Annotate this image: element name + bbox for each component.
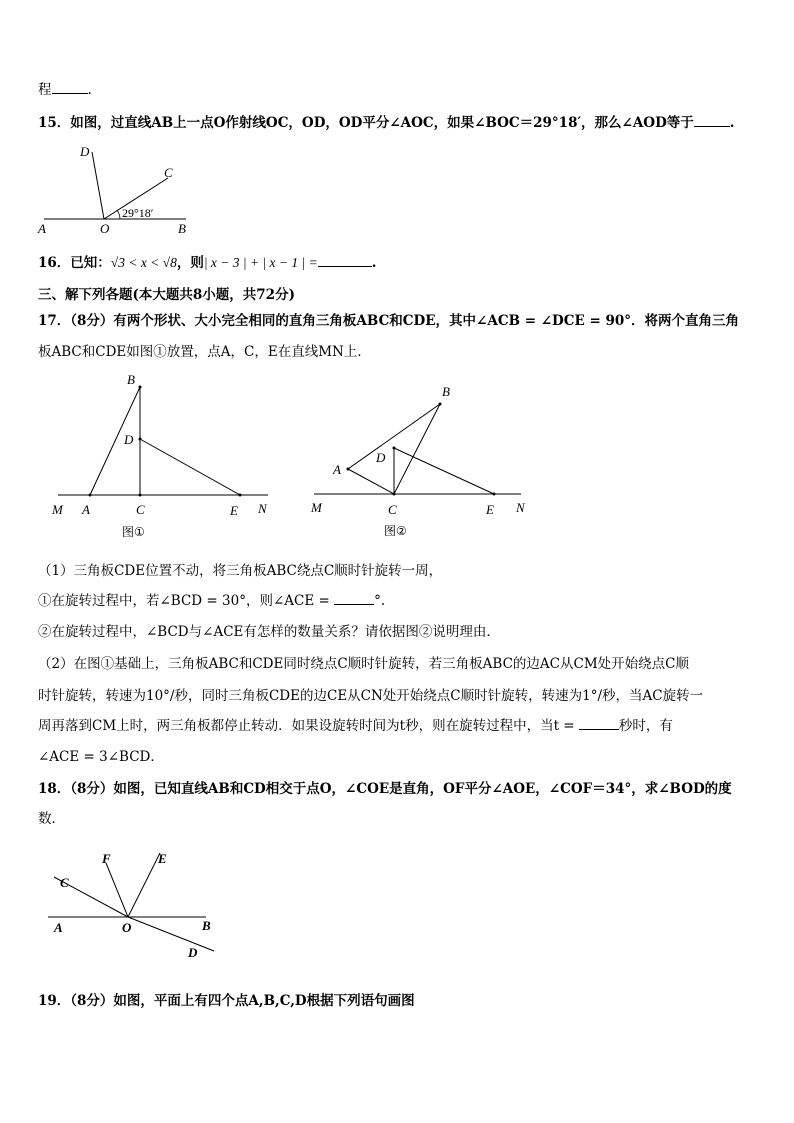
label-c: C: [136, 502, 145, 517]
question-17-part2-line4: ∠ACE = 3∠BCD．: [38, 749, 164, 765]
label-b: B: [442, 384, 450, 399]
label-c: C: [60, 875, 69, 890]
question-17-part2-line2: 时针旋转，转速为10°/秒，同时三角板CDE的边CE从CN处开始绕点C顺时针旋转，转速为1°/秒，当AC旋转一: [38, 688, 704, 704]
question-16: 16．已知：√3 < x < √8，则| x − 3 | + | x − 1 | = .: [38, 255, 377, 271]
label-c: C: [164, 165, 173, 180]
label-e: E: [230, 503, 238, 518]
question-18-line2: 数．: [38, 811, 65, 827]
question-17-line1: 17．（8分）有两个形状、大小完全相同的直角三角板ABC和CDE，其中∠ACB = ∠DCE = 90°．将两个直角三角: [38, 313, 740, 329]
label-o: O: [100, 221, 110, 236]
answer-blank[interactable]: [52, 81, 88, 94]
figure-caption: 图②: [384, 524, 407, 538]
question-19: 19．（8分）如图，平面上有四个点A,B,C,D根据下列语句画图: [38, 993, 415, 1009]
label-e: E: [158, 851, 167, 866]
question-17-part1b: ②在旋转过程中，∠BCD与∠ACE有怎样的数量关系？请依据图②说明理由．: [38, 624, 500, 640]
label-a: A: [333, 462, 341, 477]
question-17-part1a: ①在旋转过程中，若∠BCD = 30°，则∠ACE = °.: [38, 593, 386, 609]
label-d: D: [80, 144, 90, 159]
label-b: B: [127, 372, 135, 387]
question-17-part2-line1: （2）在图①基础上，三角板ABC和CDE同时绕点C顺时针旋转，若三角板ABC的边AC从CM处开始绕点C顺: [38, 656, 689, 672]
question-17-part2-line3: 周再落到CM上时，两三角板都停止转动．如果设旋转时间为t秒，则在旋转过程中，当t = 秒时，有: [38, 718, 673, 734]
label-n: N: [516, 500, 525, 515]
question-17-part1: （1）三角板CDE位置不动，将三角板ABC绕点C顺时针旋转一周，: [38, 563, 443, 579]
label-d: D: [188, 945, 198, 960]
label-b: B: [178, 221, 186, 236]
section-heading: 三、解下列各题(本大题共8小题，共72分): [38, 287, 295, 303]
angle-label: 29°18′: [122, 206, 154, 220]
answer-blank[interactable]: [318, 254, 372, 267]
figure-15: [36, 140, 206, 240]
figure-17-1: [50, 370, 280, 545]
label-a: A: [38, 221, 46, 236]
label-n: N: [258, 501, 267, 516]
question-18-line1: 18．（8分）如图，已知直线AB和CD相交于点O，∠COE是直角，OF平分∠AOE，∠COF＝34°，求∠BOD的度: [38, 781, 732, 797]
question-15: 15．如图，过直线AB上一点O作射线OC，OD，OD平分∠AOC，如果∠BOC＝29°18′，那么∠AOD等于 .: [38, 115, 735, 131]
label-d: D: [124, 432, 134, 447]
answer-blank[interactable]: [334, 592, 374, 605]
label-f: F: [102, 851, 111, 866]
label-b: B: [202, 918, 211, 933]
label-o: O: [122, 920, 132, 935]
label-c: C: [388, 502, 397, 517]
label-a: A: [54, 920, 63, 935]
label-m: M: [52, 502, 63, 517]
label-d: D: [376, 450, 386, 465]
figure-17-2: [306, 378, 536, 543]
label-a: A: [82, 502, 90, 517]
figure-18: [46, 845, 226, 970]
answer-blank[interactable]: [694, 114, 730, 127]
answer-blank[interactable]: [579, 717, 619, 730]
label-e: E: [486, 502, 494, 517]
text-line: 程 .: [38, 82, 92, 98]
figure-caption: 图①: [122, 525, 145, 539]
question-17-line2: 板ABC和CDE如图①放置，点A，C，E在直线MN上．: [38, 344, 371, 360]
label-m: M: [311, 500, 322, 515]
